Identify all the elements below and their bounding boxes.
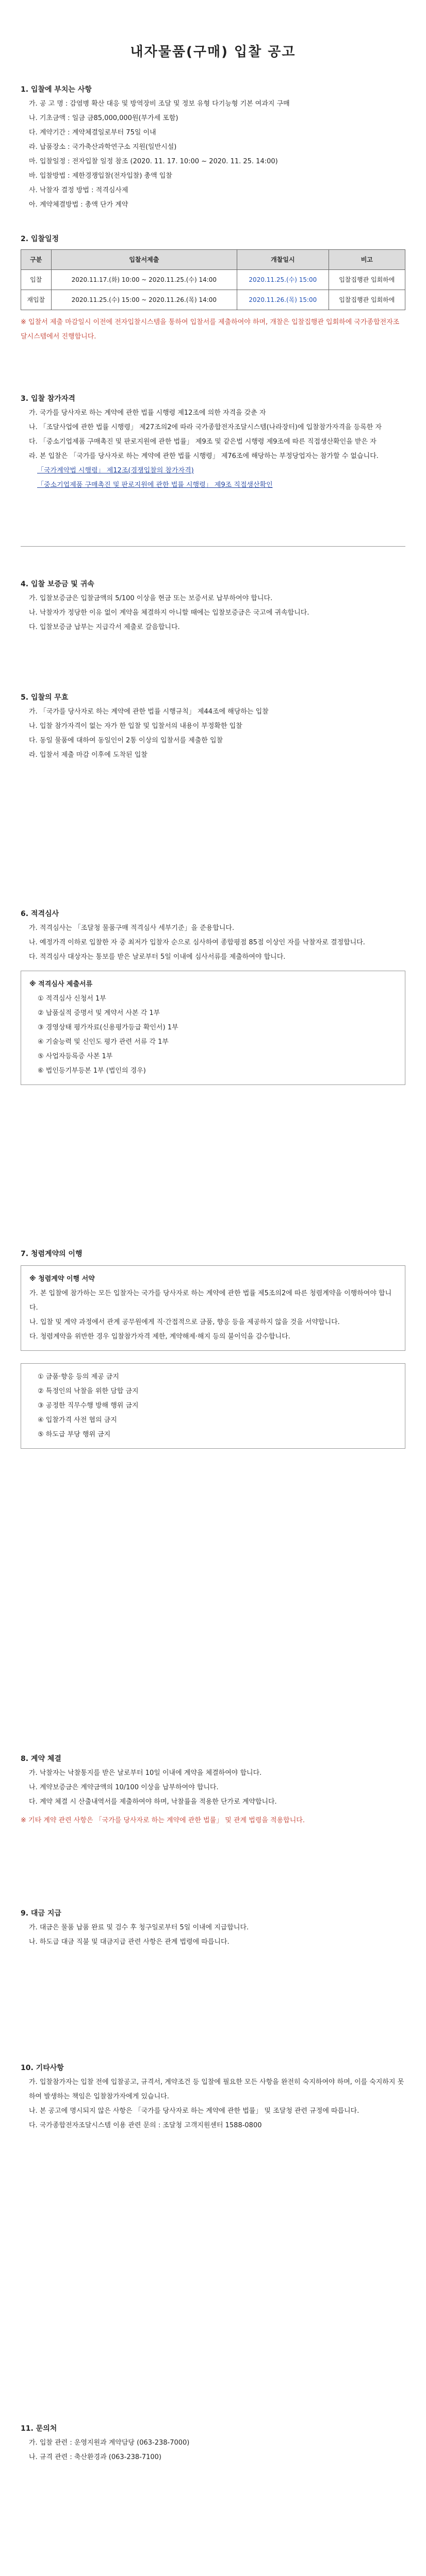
s10-line: 가. 입찰참가자는 입찰 전에 입찰공고, 규격서, 계약조건 등 입찰에 필요한 모든 사항을 완전히 숙지하여야 하며, 이를 숙지하지 못하여 발생하는 책임은 입찰참가자에게 있습니다. — [29, 2078, 404, 2100]
table-cell: 2020.11.25.(수) 15:00 ~ 2020.11.26.(목) 14:00 — [51, 290, 237, 310]
s9-line: 나. 하도급 대금 직불 및 대금지급 관련 사항은 관계 법령에 따릅니다. — [29, 1938, 230, 1946]
s3-line: 나. 「조달사업에 관한 법률 시행령」 제27조의2에 따라 국가종합전자조달시스템(나라장터)에 입찰참가자격을 등록한 자 — [29, 423, 382, 431]
box-line: 가. 본 입찰에 참가하는 모든 입찰자는 국가를 당사자로 하는 계약에 관한 법률 제5조의2에 따른 청렴계약을 이행하여야 합니다. — [29, 1290, 392, 1312]
section-11-heading: 11. 문의처 — [21, 2425, 57, 2433]
section-10-heading: 10. 기타사항 — [21, 2064, 64, 2072]
section-3 — [21, 392, 405, 493]
s8-line: 나. 계약보증금은 계약금액의 10/100 이상을 납부하여야 합니다. — [29, 1784, 219, 1791]
table-cell: 2020.11.17.(화) 10:00 ~ 2020.11.25.(수) 14:00 — [51, 270, 237, 290]
section-6 — [21, 907, 405, 1085]
box-title: ※ 청렴계약 이행 서약 — [29, 1275, 95, 1283]
section-8 — [21, 1752, 405, 1828]
schedule-note: ※ 입찰서 제출 마감일시 이전에 전자입찰시스템을 통하여 입찰서를 제출하여야 하며, 개찰은 입찰집행관 입회하에 국가종합전자조달시스템에서 진행합니다. — [21, 318, 400, 341]
s9-line: 가. 대금은 물품 납품 완료 및 검수 후 청구일로부터 5일 이내에 지급합니다. — [29, 1924, 249, 1931]
table-cell: 입찰집행관 입회하에 — [329, 290, 405, 310]
s5-line: 라. 입찰서 제출 마감 이후에 도착된 입찰 — [29, 751, 148, 759]
section-2 — [21, 232, 405, 344]
s6-line: 다. 적격심사 대상자는 통보를 받은 날로부터 5일 이내에 심사서류를 제출하여야 합니다. — [29, 953, 286, 961]
table-cell: 재입찰 — [21, 290, 52, 310]
page-title: 내자물품(구매) 입찰 공고 — [130, 44, 296, 60]
section-2-heading: 2. 입찰일정 — [21, 235, 59, 243]
section-6-heading: 6. 적격심사 — [21, 910, 59, 918]
s1-line: 가. 공 고 명 : 감염병 확산 대응 및 방역장비 조달 및 정보 유형 다기능형 기본 여과지 구매 — [29, 100, 290, 108]
s5-line: 가. 「국가를 당사자로 하는 계약에 관한 법률 시행규칙」 제44조에 해당하는 입찰 — [29, 708, 269, 716]
box-line: ① 금품·향응 등의 제공 금지 — [38, 1373, 119, 1381]
section-5-heading: 5. 입찰의 무효 — [21, 693, 69, 702]
integrity-items-box — [21, 1363, 405, 1449]
box-line: ③ 공정한 직무수행 방해 행위 금지 — [38, 1402, 139, 1410]
divider — [21, 546, 405, 547]
table-cell: 2020.11.25.(수) 15:00 — [237, 270, 329, 290]
section-1 — [21, 82, 405, 212]
box-line: ② 특정인의 낙찰을 위한 담합 금지 — [38, 1387, 139, 1395]
section-7 — [21, 1247, 405, 1449]
section-11 — [21, 2421, 405, 2465]
table-header: 개찰일시 — [237, 250, 329, 270]
s8-line: 가. 낙찰자는 낙찰통지를 받은 날로부터 10일 이내에 계약을 체결하여야 합니다. — [29, 1769, 262, 1777]
table-row — [21, 290, 405, 310]
table-cell: 입찰 — [21, 270, 52, 290]
law-link[interactable]: 「국가계약법 시행령」 제12조(경쟁입찰의 참가자격) — [37, 467, 194, 474]
s1-line: 아. 계약체결방법 : 총액 단가 계약 — [29, 201, 128, 209]
table-row — [21, 270, 405, 290]
s11-line: 가. 입찰 관련 : 운영지원과 계약담당 (063-238-7000) — [29, 2439, 190, 2447]
s3-line: 다. 「중소기업제품 구매촉진 및 판로지원에 관한 법률」 제9조 및 같은법 시행령 제9조에 따른 직접생산확인을 받은 자 — [29, 438, 376, 446]
section-4-heading: 4. 입찰 보증금 및 귀속 — [21, 580, 94, 588]
s4-line: 다. 입찰보증금 납부는 지급각서 제출로 갈음합니다. — [29, 623, 180, 631]
s8-line: 다. 계약 체결 시 산출내역서를 제출하여야 하며, 낙찰률을 적용한 단가로 계약합니다. — [29, 1798, 277, 1806]
box-line: ④ 입찰가격 사전 협의 금지 — [38, 1416, 117, 1424]
table-cell: 2020.11.26.(목) 15:00 — [237, 290, 329, 310]
section-10 — [21, 2061, 405, 2133]
section-9-heading: 9. 대금 지급 — [21, 1909, 61, 1918]
box-line: ③ 경영상태 평가자료(신용평가등급 확인서) 1부 — [38, 1024, 178, 1031]
s1-line: 사. 낙찰자 결정 방법 : 적격심사제 — [29, 187, 128, 194]
law-link[interactable]: 「중소기업제품 구매촉진 및 판로지원에 관한 법률 시행령」 제9조 직접생산확인 — [37, 481, 273, 489]
s4-line: 가. 입찰보증금은 입찰금액의 5/100 이상을 현금 또는 보증서로 납부하여야 합니다. — [29, 595, 273, 602]
s6-line: 나. 예정가격 이하로 입찰한 자 중 최저가 입찰자 순으로 심사하여 종합평점 85점 이상인 자를 낙찰자로 결정합니다. — [29, 939, 365, 946]
box-line: 다. 청렴계약을 위반한 경우 입찰참가자격 제한, 계약해제·해지 등의 불이익을 감수합니다. — [29, 1333, 290, 1341]
section-3-heading: 3. 입찰 참가자격 — [21, 395, 75, 403]
s3-line: 라. 본 입찰은 「국가를 당사자로 하는 계약에 관한 법률 시행령」 제76조에 해당하는 부정당업자는 참가할 수 없습니다. — [29, 452, 379, 460]
s10-line: 나. 본 공고에 명시되지 않은 사항은 「국가를 당사자로 하는 계약에 관한 법률」 및 조달청 관련 규정에 따릅니다. — [29, 2107, 359, 2115]
table-header: 구분 — [21, 250, 52, 270]
s1-line: 바. 입찰방법 : 제한경쟁입찰(전자입찰) 총액 입찰 — [29, 172, 172, 180]
section-5 — [21, 690, 405, 762]
s3-line: 가. 국가를 당사자로 하는 계약에 관한 법률 시행령 제12조에 의한 자격을 갖춘 자 — [29, 409, 266, 417]
s11-line: 나. 규격 관련 : 축산환경과 (063-238-7100) — [29, 2453, 161, 2461]
schedule-table — [21, 249, 405, 310]
qualification-box — [21, 971, 405, 1085]
box-title: ※ 적격심사 제출서류 — [29, 980, 93, 988]
box-line: ⑤ 하도급 부당 행위 금지 — [38, 1431, 111, 1438]
s1-line: 라. 납품장소 : 국가축산과학연구소 지원(일반시설) — [29, 143, 177, 151]
box-line: 나. 입찰 및 계약 과정에서 관계 공무원에게 직·간접적으로 금품, 향응 등을 제공하지 않을 것을 서약합니다. — [29, 1318, 340, 1326]
box-line: ② 납품실적 증명서 및 계약서 사본 각 1부 — [38, 1009, 160, 1017]
s5-line: 나. 입찰 참가자격이 없는 자가 한 입찰 및 입찰서의 내용이 부정확한 입찰 — [29, 722, 242, 730]
s4-line: 나. 낙찰자가 정당한 이유 없이 계약을 체결하지 아니할 때에는 입찰보증금은 국고에 귀속합니다. — [29, 609, 309, 617]
s1-line: 마. 입찰일정 : 전자입찰 일정 참조 (2020. 11. 17. 10:00 ~ 2020. 11. 25. 14:00) — [29, 158, 278, 165]
box-line: ① 적격심사 신청서 1부 — [38, 995, 106, 1003]
box-line: ⑤ 사업자등록증 사본 1부 — [38, 1053, 113, 1060]
section-9 — [21, 1906, 405, 1950]
box-line: ⑥ 법인등기부등본 1부 (법인의 경우) — [38, 1067, 146, 1075]
box-line: ④ 기술능력 및 신인도 평가 관련 서류 각 1부 — [38, 1038, 169, 1046]
s5-line: 다. 동일 물품에 대하여 동일인이 2통 이상의 입찰서를 제출한 입찰 — [29, 737, 223, 744]
s1-line: 나. 기초금액 : 일금 금85,000,000원(부가세 포함) — [29, 114, 178, 122]
s10-line: 다. 국가종합전자조달시스템 이용 관련 문의 : 조달청 고객지원센터 1588-0800 — [29, 2122, 262, 2129]
contract-note: ※ 기타 계약 관련 사항은 「국가를 당사자로 하는 계약에 관한 법률」 및 관계 법령을 적용합니다. — [21, 1817, 305, 1824]
section-7-heading: 7. 청렴계약의 이행 — [21, 1250, 83, 1258]
table-header: 비고 — [329, 250, 405, 270]
table-cell: 입찰집행관 입회하에 — [329, 270, 405, 290]
s1-line: 다. 계약기간 : 계약체결일로부터 75일 이내 — [29, 129, 156, 137]
section-8-heading: 8. 계약 체결 — [21, 1755, 61, 1763]
section-4 — [21, 577, 405, 635]
integrity-box — [21, 1265, 405, 1351]
table-header: 입찰서제출 — [51, 250, 237, 270]
s6-line: 가. 적격심사는 「조달청 물품구매 적격심사 세부기준」을 준용합니다. — [29, 924, 235, 932]
section-1-heading: 1. 입찰에 부치는 사항 — [21, 86, 92, 94]
